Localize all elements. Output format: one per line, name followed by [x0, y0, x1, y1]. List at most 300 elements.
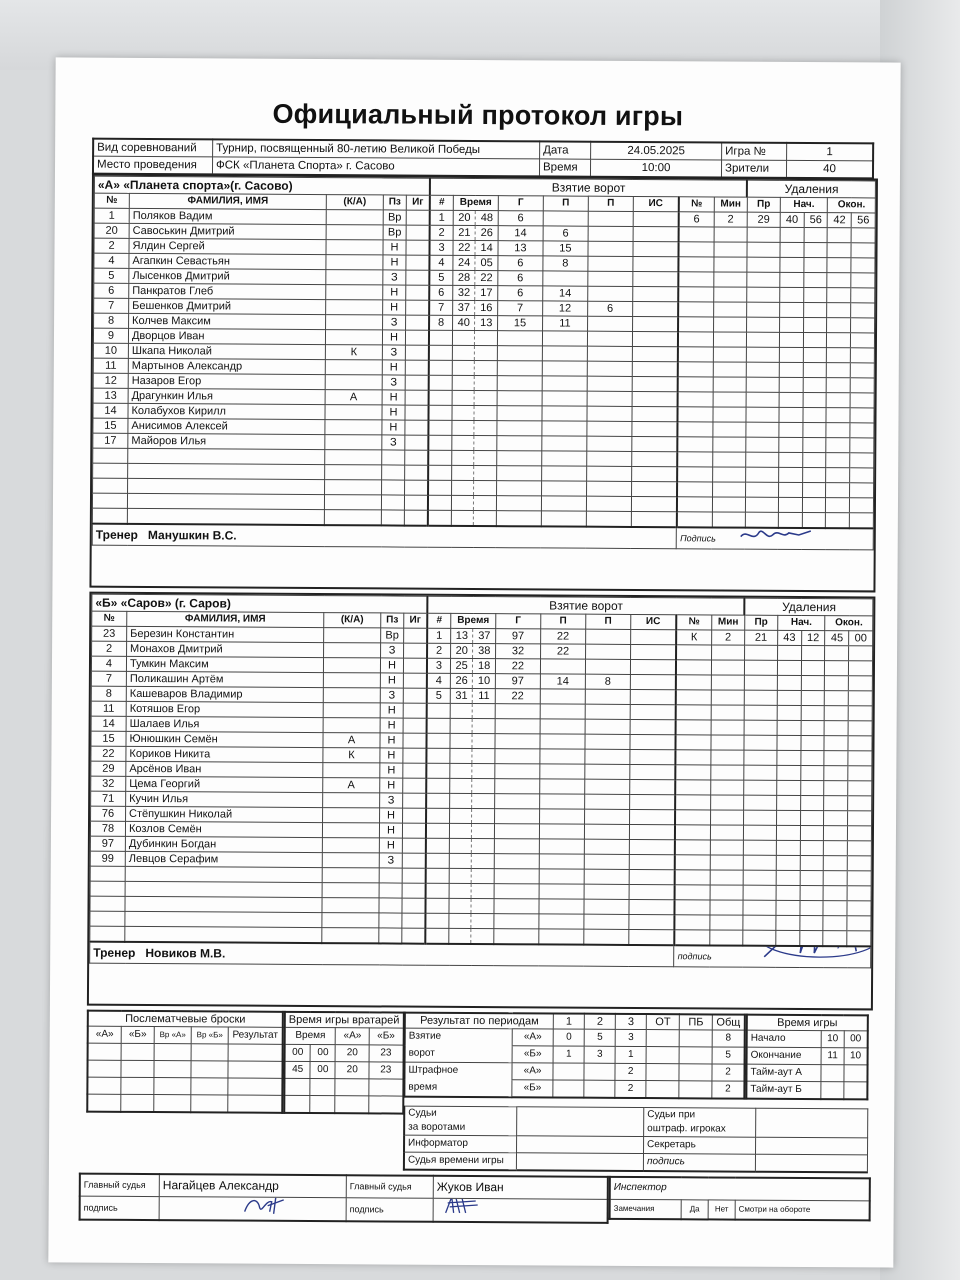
player-role: К — [323, 748, 380, 763]
penalty-end-sec — [847, 886, 871, 901]
player-number: 8 — [91, 686, 126, 701]
penalty-minutes — [711, 720, 744, 735]
player-played — [404, 628, 428, 643]
player-role — [325, 435, 382, 450]
game-number: 1 — [787, 143, 874, 161]
goal-assist-2 — [588, 241, 633, 256]
shootout-b: «Б» — [121, 1026, 154, 1043]
goal-assist-1 — [541, 511, 586, 527]
goal-judges-label: Судьи за воротами — [404, 1106, 517, 1136]
player-played — [406, 240, 430, 255]
penalty-end-min — [824, 856, 848, 871]
player-number — [90, 896, 125, 911]
goal-assist-1 — [542, 346, 587, 361]
player-position: З — [382, 435, 405, 450]
penalty-end-sec — [848, 721, 872, 736]
penalty-end-min — [827, 318, 851, 333]
pim-a-team: «А» — [512, 1063, 553, 1080]
goal-situation — [630, 689, 676, 704]
goal-situation — [631, 496, 677, 511]
penalty-start-min — [780, 272, 804, 287]
goal-number: 4 — [429, 255, 453, 270]
penalty-minutes — [713, 362, 746, 377]
player-name: Анисимов Алексей — [128, 418, 325, 434]
penalty-start-sec — [803, 288, 827, 303]
penalty-minutes: 2 — [712, 630, 745, 645]
gk-row2-a: 20 — [335, 1062, 369, 1079]
penalty-player — [678, 272, 714, 287]
period-2: 2 — [584, 1014, 615, 1030]
player-name: Тумкин Максим — [126, 656, 323, 672]
player-name: Колчев Максим — [129, 313, 326, 329]
goal-number — [426, 808, 450, 823]
penalty-start-min — [777, 795, 801, 810]
goal-situation — [633, 271, 679, 286]
column-header: № — [94, 193, 129, 208]
penalty-start-sec — [801, 735, 825, 750]
penalty-start-min — [776, 840, 800, 855]
player-name: Кучин Илья — [126, 791, 323, 807]
goals-b-p2: 3 — [584, 1046, 615, 1063]
penalty-start-min — [776, 810, 800, 825]
column-header: ФАМИЛИЯ, ИМЯ — [129, 193, 326, 209]
penalty-start-sec — [803, 318, 827, 333]
player-position: Н — [382, 390, 405, 405]
player-played — [406, 300, 430, 315]
player-name — [128, 463, 325, 479]
goal-number — [428, 420, 452, 435]
goal-assist-1 — [539, 809, 584, 824]
goals-a-team: «А» — [512, 1029, 553, 1046]
gk-row2-b: 23 — [369, 1062, 403, 1079]
player-number: 6 — [94, 283, 129, 298]
player-name: Бешенков Дмитрий — [129, 298, 326, 314]
player-number: 5 — [94, 268, 129, 283]
player-played — [403, 703, 427, 718]
goal-scorer: 6 — [498, 256, 543, 271]
goal-assist-2 — [585, 779, 630, 794]
goal-assist-1 — [543, 211, 588, 226]
player-position — [379, 883, 402, 898]
penalty-end-min — [825, 661, 849, 676]
goal-scorer — [497, 466, 542, 481]
player-name: Майоров Илья — [128, 433, 325, 449]
player-role — [325, 330, 382, 345]
player-name: Назаров Егор — [128, 373, 325, 389]
goal-scorer — [494, 839, 539, 854]
player-played — [406, 270, 430, 285]
penalty-reason — [746, 392, 779, 407]
secretary-label: Секретарь — [644, 1137, 756, 1155]
goal-number — [428, 480, 452, 495]
player-name: Дубинкин Богдан — [125, 836, 322, 852]
player-played — [402, 823, 426, 838]
player-position — [381, 495, 404, 510]
goal-number: 1 — [430, 210, 454, 225]
goal-situation — [629, 809, 675, 824]
goal-assist-1: 22 — [540, 644, 585, 659]
player-role — [326, 315, 383, 330]
goal-number: 6 — [429, 285, 453, 300]
spectators-value: 40 — [786, 160, 873, 178]
player-position: З — [382, 345, 405, 360]
goal-assist-2 — [585, 749, 630, 764]
player-played — [403, 793, 427, 808]
period-title: Результат по периодам — [405, 1013, 554, 1029]
goal-number — [426, 793, 450, 808]
penalty-end-sec — [850, 483, 874, 498]
player-number: 14 — [93, 403, 128, 418]
goal-assist-1: 12 — [543, 301, 588, 316]
goal-scorer — [494, 854, 539, 869]
penalty-player — [678, 227, 714, 242]
penalty-start-sec — [803, 303, 827, 318]
goal-assist-2 — [585, 764, 630, 779]
penalty-player — [675, 750, 711, 765]
penalty-start-min — [780, 227, 804, 242]
penalty-reason — [746, 437, 779, 452]
goal-assist-1: 14 — [543, 286, 588, 301]
period-ot: ОТ — [646, 1014, 679, 1030]
goal-minute: 28 — [453, 270, 476, 285]
gk-row1-sec: 00 — [310, 1045, 335, 1062]
player-role — [322, 853, 379, 868]
goal-second — [471, 928, 494, 944]
column-header: (К/А) — [326, 195, 383, 210]
shootout-result: Результат — [228, 1027, 283, 1044]
goal-minute: 37 — [453, 300, 476, 315]
pim-a-p3: 2 — [615, 1063, 646, 1080]
penalty-reason — [744, 690, 777, 705]
penalty-start-min — [778, 482, 802, 497]
player-number: 22 — [91, 746, 126, 761]
goal-minute — [449, 838, 472, 853]
goal-assist-1 — [540, 764, 585, 779]
goal-assist-1 — [539, 899, 584, 914]
penalty-player — [678, 347, 714, 362]
goal-assist-2 — [587, 316, 632, 331]
penalty-end-min — [824, 766, 848, 781]
penalty-reason — [743, 885, 776, 900]
goal-situation — [632, 361, 678, 376]
column-header: П — [543, 196, 588, 211]
player-position: З — [382, 375, 405, 390]
goal-second — [475, 345, 498, 360]
penalty-start-min: 40 — [780, 212, 804, 227]
goal-minute — [450, 763, 473, 778]
penalty-reason — [744, 705, 777, 720]
goal-situation — [630, 719, 676, 734]
penalty-reason — [747, 257, 780, 272]
player-number: 11 — [93, 358, 128, 373]
player-position: Вр — [383, 210, 406, 225]
goals-a-p1: 0 — [553, 1029, 584, 1046]
penalty-minutes — [710, 885, 743, 900]
goals-row-label-2: ворот — [405, 1045, 513, 1063]
goal-assist-1 — [540, 659, 585, 674]
penalty-start-min — [778, 512, 802, 528]
penalty-end-sec — [849, 661, 873, 676]
penalty-player — [677, 512, 713, 528]
shootout-table — [86, 1010, 284, 1114]
goal-situation — [630, 674, 676, 689]
goal-situation — [631, 629, 677, 644]
goal-scorer — [494, 869, 539, 884]
goal-minute — [452, 330, 475, 345]
player-position: Вр — [383, 225, 406, 240]
penalty-reason — [744, 750, 777, 765]
goal-minute — [450, 703, 473, 718]
ref1-name: Нагайцев Александр — [159, 1174, 346, 1197]
penalty-end-sec — [849, 646, 873, 661]
penalty-end-min — [827, 348, 851, 363]
goal-assist-1 — [540, 749, 585, 764]
goal-scorer — [495, 794, 540, 809]
goal-assist-2 — [585, 659, 630, 674]
goal-scorer — [494, 884, 539, 899]
penalty-start-sec — [800, 765, 824, 780]
penalty-minutes — [714, 242, 747, 257]
player-name: Кориков Никита — [126, 746, 323, 762]
goals-b-total: 5 — [712, 1047, 744, 1064]
player-role — [322, 868, 379, 883]
penalty-end-min — [824, 871, 848, 886]
penalty-player — [678, 377, 714, 392]
player-played — [403, 748, 427, 763]
penalty-start-sec — [800, 885, 824, 900]
player-played — [406, 225, 430, 240]
penalty-end-sec — [847, 871, 871, 886]
player-position — [381, 510, 404, 526]
goal-scorer — [497, 451, 542, 466]
penalty-end-min — [827, 363, 851, 378]
penalty-start-min — [777, 645, 801, 660]
penalty-player — [675, 720, 711, 735]
player-position — [382, 465, 405, 480]
player-name — [125, 881, 322, 897]
player-played — [402, 913, 426, 928]
penalty-minutes — [713, 422, 746, 437]
penalty-start-min — [779, 332, 803, 347]
goal-situation — [629, 854, 675, 869]
player-position: Н — [383, 255, 406, 270]
player-played — [406, 285, 430, 300]
goal-minute — [450, 718, 473, 733]
penalty-reason: 29 — [747, 212, 780, 227]
penalty-end-sec — [851, 333, 875, 348]
penalty-start-min — [776, 930, 800, 946]
penalty-minutes — [713, 452, 746, 467]
goal-number — [427, 718, 451, 733]
player-played — [405, 450, 429, 465]
column-header: П — [586, 614, 631, 629]
inspector-table — [609, 1176, 871, 1222]
goal-second — [474, 435, 497, 450]
competition-label: Вид соревнований — [93, 139, 213, 157]
penalty-end-sec — [851, 288, 875, 303]
penalty-minutes — [710, 870, 743, 885]
penalty-start-sec — [803, 363, 827, 378]
goal-assist-2 — [586, 481, 631, 496]
player-role — [326, 210, 383, 225]
player-name: Колабухов Кирилл — [128, 403, 325, 419]
penalty-end-sec — [847, 931, 871, 947]
goal-assist-2 — [585, 704, 630, 719]
goals-title: Взятие ворот — [430, 178, 748, 197]
goal-situation — [630, 764, 676, 779]
player-position: Н — [380, 778, 403, 793]
player-played — [403, 763, 427, 778]
goal-scorer — [497, 376, 542, 391]
penalty-reason — [747, 272, 780, 287]
goal-minute — [452, 420, 475, 435]
penalty-minutes — [712, 482, 745, 497]
penalty-reason — [745, 512, 778, 528]
goal-scorer — [496, 496, 541, 511]
player-position: Н — [380, 733, 403, 748]
goal-number: 1 — [427, 628, 451, 643]
start-minute: 00 — [844, 1031, 868, 1048]
penalty-end-sec — [850, 438, 874, 453]
goal-situation — [629, 899, 675, 914]
goal-situation — [633, 241, 679, 256]
goal-situation — [632, 451, 678, 466]
player-name: Арсёнов Иван — [126, 761, 323, 777]
goal-situation — [632, 436, 678, 451]
goal-situation — [630, 779, 676, 794]
player-number: 15 — [91, 731, 126, 746]
goal-situation — [633, 211, 679, 226]
penalty-end-sec — [850, 423, 874, 438]
penalty-player — [675, 810, 711, 825]
penalty-end-min — [828, 228, 852, 243]
goal-scorer: 32 — [495, 644, 540, 659]
goal-assist-1 — [540, 689, 585, 704]
player-role — [324, 495, 381, 510]
goal-number: 5 — [427, 688, 451, 703]
player-played — [402, 898, 426, 913]
penalty-end-min — [823, 886, 847, 901]
goal-minute — [451, 495, 474, 510]
penalty-start-sec — [803, 273, 827, 288]
penalty-start-sec: 12 — [801, 630, 825, 645]
penalty-start-min — [779, 452, 803, 467]
player-role — [326, 270, 383, 285]
goal-scorer: 6 — [498, 271, 543, 286]
ref2-signature — [433, 1198, 608, 1223]
goal-number — [425, 898, 449, 913]
penalty-minutes — [710, 855, 743, 870]
penalty-end-min — [824, 736, 848, 751]
goal-second — [475, 375, 498, 390]
player-name: Монахов Дмитрий — [127, 641, 324, 657]
penalty-player — [677, 407, 713, 422]
player-played — [402, 883, 426, 898]
goal-second — [472, 808, 495, 823]
penalty-minutes — [712, 497, 745, 512]
goal-minute — [450, 748, 473, 763]
goal-situation — [632, 331, 678, 346]
team-title: «Б» «Саров» (г. Саров) — [92, 594, 428, 613]
penalty-start-min — [777, 690, 801, 705]
penalty-start-min — [779, 467, 803, 482]
column-header: Мин — [712, 615, 745, 630]
pim-b-total: 2 — [712, 1081, 744, 1099]
penalty-end-min — [824, 841, 848, 856]
penalty-minutes — [711, 750, 744, 765]
player-role — [325, 480, 382, 495]
player-position: З — [381, 643, 404, 658]
penalty-start-sec — [799, 930, 823, 946]
goal-situation — [629, 839, 675, 854]
player-name: Драгункин Илья — [128, 388, 325, 404]
player-played — [405, 330, 429, 345]
goal-assist-2 — [588, 256, 633, 271]
penalty-end-sec — [851, 318, 875, 333]
penalty-player — [674, 885, 710, 900]
goal-assist-2 — [584, 869, 629, 884]
goal-number — [425, 913, 449, 928]
goal-situation — [632, 391, 678, 406]
column-header: Нач. — [778, 615, 826, 630]
goal-number — [429, 330, 453, 345]
penalty-start-sec — [800, 780, 824, 795]
goal-minute — [450, 808, 473, 823]
penalty-start-min — [776, 825, 800, 840]
goal-scorer: 97 — [496, 629, 541, 644]
goal-assist-2 — [587, 361, 632, 376]
penalty-end-min — [827, 333, 851, 348]
player-number: 1 — [94, 208, 129, 223]
goal-assist-1: 6 — [543, 226, 588, 241]
end-label: Окончание — [747, 1047, 822, 1064]
goals-title: Взятие ворот — [427, 596, 745, 615]
player-position: Н — [383, 300, 406, 315]
penalty-player — [674, 915, 710, 930]
team-title: «А» «Планета спорта»(г. Сасово) — [94, 176, 430, 195]
player-position: Н — [382, 420, 405, 435]
column-header: Окон. — [828, 198, 876, 213]
goal-second — [474, 480, 497, 495]
goal-situation — [632, 406, 678, 421]
goal-assist-2 — [587, 331, 632, 346]
column-header: Время — [453, 195, 498, 210]
penalty-end-min — [824, 721, 848, 736]
penalty-minutes — [710, 930, 743, 946]
penalty-end-min — [823, 916, 847, 931]
penalty-start-sec — [804, 228, 828, 243]
column-header: Г — [498, 196, 543, 211]
penalty-end-min — [825, 646, 849, 661]
header-table — [92, 138, 874, 180]
penalty-end-min — [826, 513, 850, 529]
goal-second — [472, 853, 495, 868]
player-role — [323, 673, 380, 688]
goal-assist-2 — [587, 391, 632, 406]
player-position: Н — [383, 240, 406, 255]
player-role — [322, 838, 379, 853]
player-position: Вр — [381, 628, 404, 643]
player-role: А — [323, 733, 380, 748]
goal-assist-2 — [586, 511, 631, 527]
goals-a-p2: 5 — [584, 1029, 615, 1046]
goal-scorer — [497, 436, 542, 451]
column-header: ФАМИЛИЯ, ИМЯ — [127, 611, 324, 627]
goal-scorer: 97 — [495, 674, 540, 689]
player-number: 2 — [94, 238, 129, 253]
penalty-minutes — [710, 840, 743, 855]
penalty-start-sec — [803, 393, 827, 408]
